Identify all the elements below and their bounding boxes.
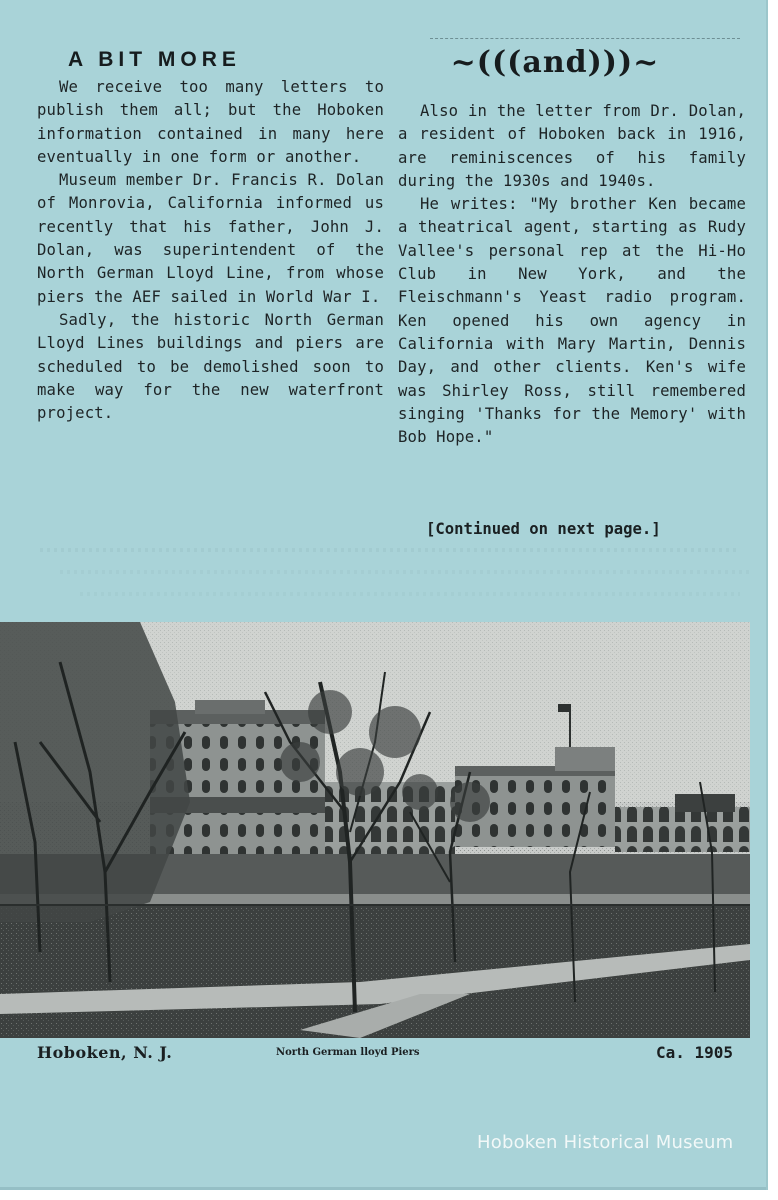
photo-caption-title: North German lloyd Piers [276, 1047, 420, 1058]
left-column [37, 76, 384, 425]
right-column [398, 100, 746, 449]
bleed-through-line [60, 570, 750, 574]
right-paragraph-1: Also in the letter from Dr. Dolan, a resident of Hoboken back in 1916, are reminiscences of his family during the 1930s and 1940s. [398, 102, 746, 190]
and-banner-text: ~(((and)))~ [450, 45, 660, 80]
pier-photograph [0, 622, 750, 1038]
bleed-through-line [80, 592, 740, 596]
photo-caption-date: Ca. 1905 [656, 1043, 734, 1062]
photo-caption-place: Hoboken, N. J. [37, 1043, 173, 1062]
right-paragraph-2: He writes: "My brother Ken became a theatrical agent, starting as Rudy Vallee's personal rep at the Hi-Ho Club in New York, and the Fleischmann's Yeast radio program. Ken opened his own agency in California with Mary Martin, Dennis Day, and other clients. Ken's wife was Shirley Ross, still remembered singing 'Thanks for the Memory' with Bob Hope." [398, 195, 746, 447]
article-headline: A BIT MORE [68, 48, 241, 71]
left-paragraph-3: Sadly, the historic North German Lloyd Lines buildings and piers are scheduled to be demolished soon to make way for the new waterfront project. [37, 310, 384, 423]
left-paragraph-2: Museum member Dr. Francis R. Dolan of Monrovia, California informed us recently that his father, John J. Dolan, was superintendent of the North German Lloyd Line, from whose piers the AEF sailed in World War I. [37, 171, 384, 306]
museum-watermark: Hoboken Historical Museum [477, 1132, 734, 1153]
bleed-through-line [40, 548, 740, 552]
and-banner [430, 38, 740, 83]
continued-note: [Continued on next page.] [426, 520, 661, 538]
left-paragraph-1: We receive too many letters to publish them all; but the Hoboken information contained in many here eventually in one form or another. [37, 78, 384, 166]
